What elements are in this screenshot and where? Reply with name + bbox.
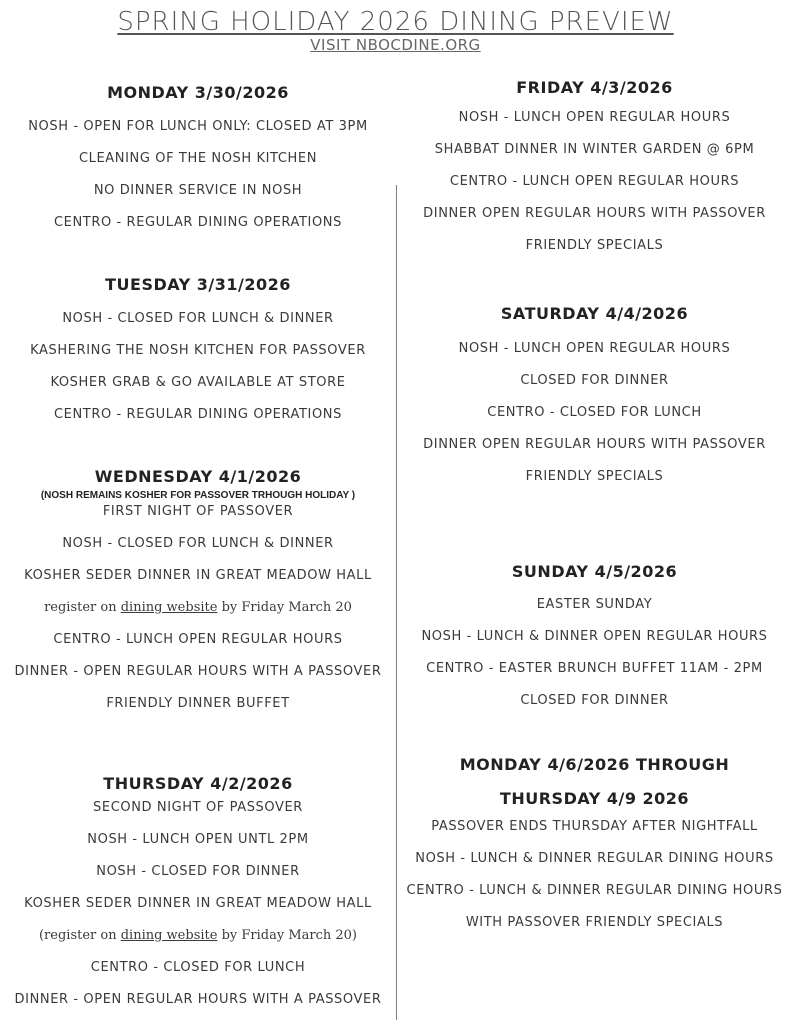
schedule-line: NOSH - LUNCH OPEN UNTL 2PM: [87, 832, 309, 847]
schedule-line: NOSH - CLOSED FOR DINNER: [96, 864, 300, 879]
schedule-line: CENTRO - EASTER BRUNCH BUFFET 11AM - 2PM: [426, 661, 763, 676]
schedule-line: FIRST NIGHT OF PASSOVER: [102, 504, 294, 519]
schedule-line: NOSH - CLOSED FOR LUNCH & DINNER: [62, 311, 334, 326]
register-line: [0, 920, 396, 952]
schedule-line: FRIENDLY SPECIALS: [525, 238, 664, 253]
schedule-line: CENTRO - LUNCH OPEN REGULAR HOURS: [449, 174, 740, 189]
schedule-line: FRIENDLY SPECIALS: [525, 469, 664, 484]
schedule-line: NOSH - CLOSED FOR LUNCH & DINNER: [62, 536, 334, 551]
day-heading: SUNDAY 4/5/2026: [511, 562, 678, 581]
register-text: register on: [44, 600, 121, 615]
register-line: [0, 592, 396, 624]
schedule-line: KOSHER SEDER DINNER IN GREAT MEADOW HALL: [24, 896, 372, 911]
schedule-line: DINNER - OPEN REGULAR HOURS WITH A PASSOVER: [14, 664, 382, 679]
day-heading: WEDNESDAY 4/1/2026: [94, 467, 302, 486]
schedule-line: EASTER SUNDAY: [536, 597, 653, 612]
schedule-line: CLOSED FOR DINNER: [520, 373, 669, 388]
schedule-line: WITH PASSOVER FRIENDLY SPECIALS: [465, 915, 724, 930]
day-heading: THURSDAY 4/2/2026: [103, 774, 293, 793]
day-note: (NOSH REMAINS KOSHER FOR PASSOVER TRHOUGH HOLIDAY ): [40, 490, 356, 501]
day-heading: FRIDAY 4/3/2026: [516, 78, 673, 97]
schedule-line: CENTRO - LUNCH OPEN REGULAR HOURS: [53, 632, 343, 647]
page-header: [0, 6, 791, 54]
dining-website-link[interactable]: dining website: [120, 600, 218, 615]
schedule-line: CENTRO - CLOSED FOR LUNCH: [487, 405, 702, 420]
schedule-line: KOSHER GRAB & GO AVAILABLE AT STORE: [50, 375, 346, 390]
day-heading-continued: THURSDAY 4/9 2026: [499, 789, 690, 808]
schedule-line: KOSHER SEDER DINNER IN GREAT MEADOW HALL: [24, 568, 372, 583]
day-heading: MONDAY 3/30/2026: [107, 83, 289, 102]
register-deadline: by Friday March 20: [217, 600, 352, 615]
day-sunday-4-5: [398, 562, 791, 717]
day-heading: TUESDAY 3/31/2026: [105, 275, 291, 294]
schedule-line: CENTRO - LUNCH & DINNER REGULAR DINING HOURS: [406, 883, 783, 898]
schedule-line: CENTRO - REGULAR DINING OPERATIONS: [53, 407, 342, 422]
register-deadline: by Friday March 20): [217, 928, 357, 943]
schedule-line: CENTRO - CLOSED FOR LUNCH: [90, 960, 306, 975]
dining-website-link[interactable]: dining website: [120, 928, 218, 943]
column-divider: [396, 185, 397, 1020]
page-title: SPRING HOLIDAY 2026 DINING PREVIEW: [117, 7, 674, 37]
schedule-line: NOSH - LUNCH OPEN REGULAR HOURS: [458, 341, 731, 356]
schedule-line: SECOND NIGHT OF PASSOVER: [93, 800, 303, 815]
day-heading: SATURDAY 4/4/2026: [500, 304, 689, 323]
schedule-line: PASSOVER ENDS THURSDAY AFTER NIGHTFALL: [431, 819, 758, 834]
day-monday-3-30: [0, 83, 396, 239]
schedule-line: CENTRO - REGULAR DINING OPERATIONS: [53, 215, 342, 230]
schedule-line: NOSH - OPEN FOR LUNCH ONLY: CLOSED AT 3PM: [28, 119, 368, 134]
day-heading: MONDAY 4/6/2026 THROUGH: [459, 755, 730, 774]
schedule-line: FRIENDLY DINNER BUFFET: [106, 696, 290, 711]
day-saturday-4-4: [398, 304, 791, 493]
day-tuesday-3-31: [0, 275, 396, 431]
day-thursday-4-2: [0, 774, 396, 1016]
day-wednesday-4-1: [0, 467, 396, 720]
schedule-line: NOSH - LUNCH OPEN REGULAR HOURS: [458, 110, 731, 125]
schedule-line: DINNER - OPEN REGULAR HOURS WITH A PASSOVER: [14, 992, 382, 1007]
website-link[interactable]: VISIT NBOCDINE.ORG: [310, 36, 481, 54]
schedule-line: DINNER OPEN REGULAR HOURS WITH PASSOVER: [423, 206, 766, 221]
schedule-line: CLEANING OF THE NOSH KITCHEN: [78, 151, 318, 166]
schedule-line: DINNER OPEN REGULAR HOURS WITH PASSOVER: [423, 437, 766, 452]
schedule-line: NO DINNER SERVICE IN NOSH: [93, 183, 303, 198]
day-monday-4-6-through-thursday-4-9: [398, 755, 791, 939]
register-text: (register on: [38, 928, 121, 943]
day-friday-4-3: [398, 78, 791, 262]
schedule-line: CLOSED FOR DINNER: [520, 693, 669, 708]
schedule-line: KASHERING THE NOSH KITCHEN FOR PASSOVER: [30, 343, 366, 358]
schedule-line: SHABBAT DINNER IN WINTER GARDEN @ 6PM: [434, 142, 755, 157]
schedule-line: NOSH - LUNCH & DINNER REGULAR DINING HOURS: [415, 851, 774, 866]
schedule-line: NOSH - LUNCH & DINNER OPEN REGULAR HOURS: [421, 629, 768, 644]
